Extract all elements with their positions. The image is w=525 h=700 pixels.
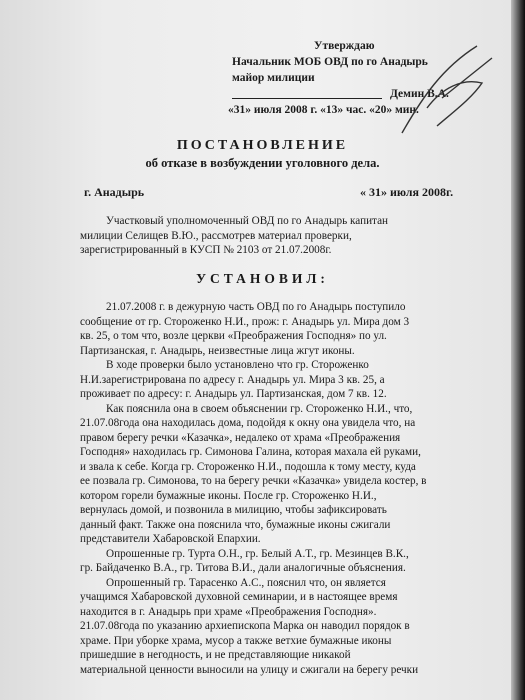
body-line: 21.07.08года она находилась дома, подойдя к окну она увидела что, на <box>80 417 416 429</box>
approval-block <box>228 38 472 118</box>
body-line: котором горели бумажные иконы. После гр. Стороженко Н.И., <box>80 489 377 502</box>
body-line: храме. При уборке храма, мусор а также ветхие бумажные иконы <box>80 634 392 647</box>
approval-line-position: Начальник МОБ ОВД по го Анадырь <box>232 56 428 68</box>
approval-line-datetime: «31» июля 2008 г. «13» час. «20» мин. <box>228 104 419 116</box>
body-line: Опрошенный гр. Тарасенко А.С., пояснил что, он является <box>106 576 386 589</box>
section-heading: УСТАНОВИЛ: <box>196 271 329 286</box>
body-line: Как пояснила она в своем объяснении гр. Стороженко Н.И., что, <box>106 402 413 415</box>
body-line: сообщение от гр. Стороженко Н.И., прож: г. Анадырь ул. Мира дом 3 <box>80 315 410 328</box>
body-line: представители Хабаровской Епархии. <box>80 533 261 545</box>
document-title: ПОСТАНОВЛЕНИЕ <box>176 138 349 153</box>
body-line: правом берегу речки «Казачка», недалеко от храма «Преображения <box>80 431 401 444</box>
signature-line <box>232 86 382 99</box>
body-line: проживает по адресу: г. Анадырь ул. Партизанская, дом 7 кв. 12. <box>80 388 387 400</box>
body-line: данный факт. Также она пояснила что, бумажные иконы сжигали <box>80 518 391 531</box>
body-line: Партизанская, г. Анадырь, неизвестные лица жгут иконы. <box>80 344 355 357</box>
body-line: кв. 25, о том что, возле церкви «Преображения Господня» по ул. <box>80 330 387 342</box>
body-line: находится в г. Анадырь при храме «Преображения Господня». <box>80 605 377 618</box>
approval-line-approve: Утверждаю <box>314 40 375 52</box>
intro-line: Участковый уполномоченный ОВД по го Анадырь капитан <box>106 215 389 227</box>
body-line: пришедшие в негодность, и не представляющие никакой <box>80 649 351 661</box>
body-paragraph <box>80 547 466 576</box>
intro-line: милиции Селищев В.Ю., рассмотрев материал проверки, <box>80 229 352 242</box>
body-paragraph <box>80 576 466 678</box>
approver-name: Демин В.А. <box>390 88 449 100</box>
handwritten-signature <box>382 38 502 148</box>
body-line: 21.07.08года по указанию архиепископа Марка он наводил порядок в <box>80 620 410 632</box>
body-paragraph <box>80 358 466 402</box>
body-line: Н.И.зарегистрирована по адресу г. Анадырь ул. Мира 3 кв. 25, а <box>80 373 385 386</box>
intro-line: зарегистрированный в КУСП № 2103 от 21.07.2008г. <box>80 244 332 256</box>
body-line: ее позвала гр. Симонова, то на берегу речки «Казачка» увидела костер, в <box>80 475 427 487</box>
body-line: материальной ценности выносили на улицу и сжигали на берегу речки <box>80 663 419 676</box>
document-date: « 31» июля 2008г. <box>360 185 454 199</box>
body-paragraph <box>80 402 466 547</box>
body-line: В ходе проверки было установлено что гр. Стороженко <box>106 359 369 371</box>
body-paragraph <box>80 300 466 358</box>
intro-paragraph <box>80 214 466 258</box>
body-line: и звала к себе. Когда гр. Стороженко Н.И., подошла к тому месту, куда <box>80 460 416 473</box>
document-body <box>80 300 466 677</box>
page-shadow-edge <box>511 0 525 700</box>
body-line: Опрошенные гр. Турта О.Н., гр. Белый А.Т., гр. Мезинцев В.К., <box>106 547 409 560</box>
body-line: вернулась домой, и позвонила в милицию, чтобы зафиксировать <box>80 504 387 516</box>
document-subtitle: об отказе в возбуждении уголовного дела. <box>145 156 380 170</box>
body-line: 21.07.2008 г. в дежурную часть ОВД по го Анадырь поступило <box>106 301 406 313</box>
place: г. Анадырь <box>84 185 145 199</box>
body-line: Господня» находилась гр. Симонова Галина, которая махала ей руками, <box>80 446 421 458</box>
body-line: учащимся Хабаровской духовной семинарии, и в настоящее время <box>80 591 398 603</box>
approval-line-rank: майор милиции <box>232 72 315 84</box>
body-line: гр. Байдаченко В.А., гр. Титова В.И., дали аналогичные объяснения. <box>80 562 406 574</box>
